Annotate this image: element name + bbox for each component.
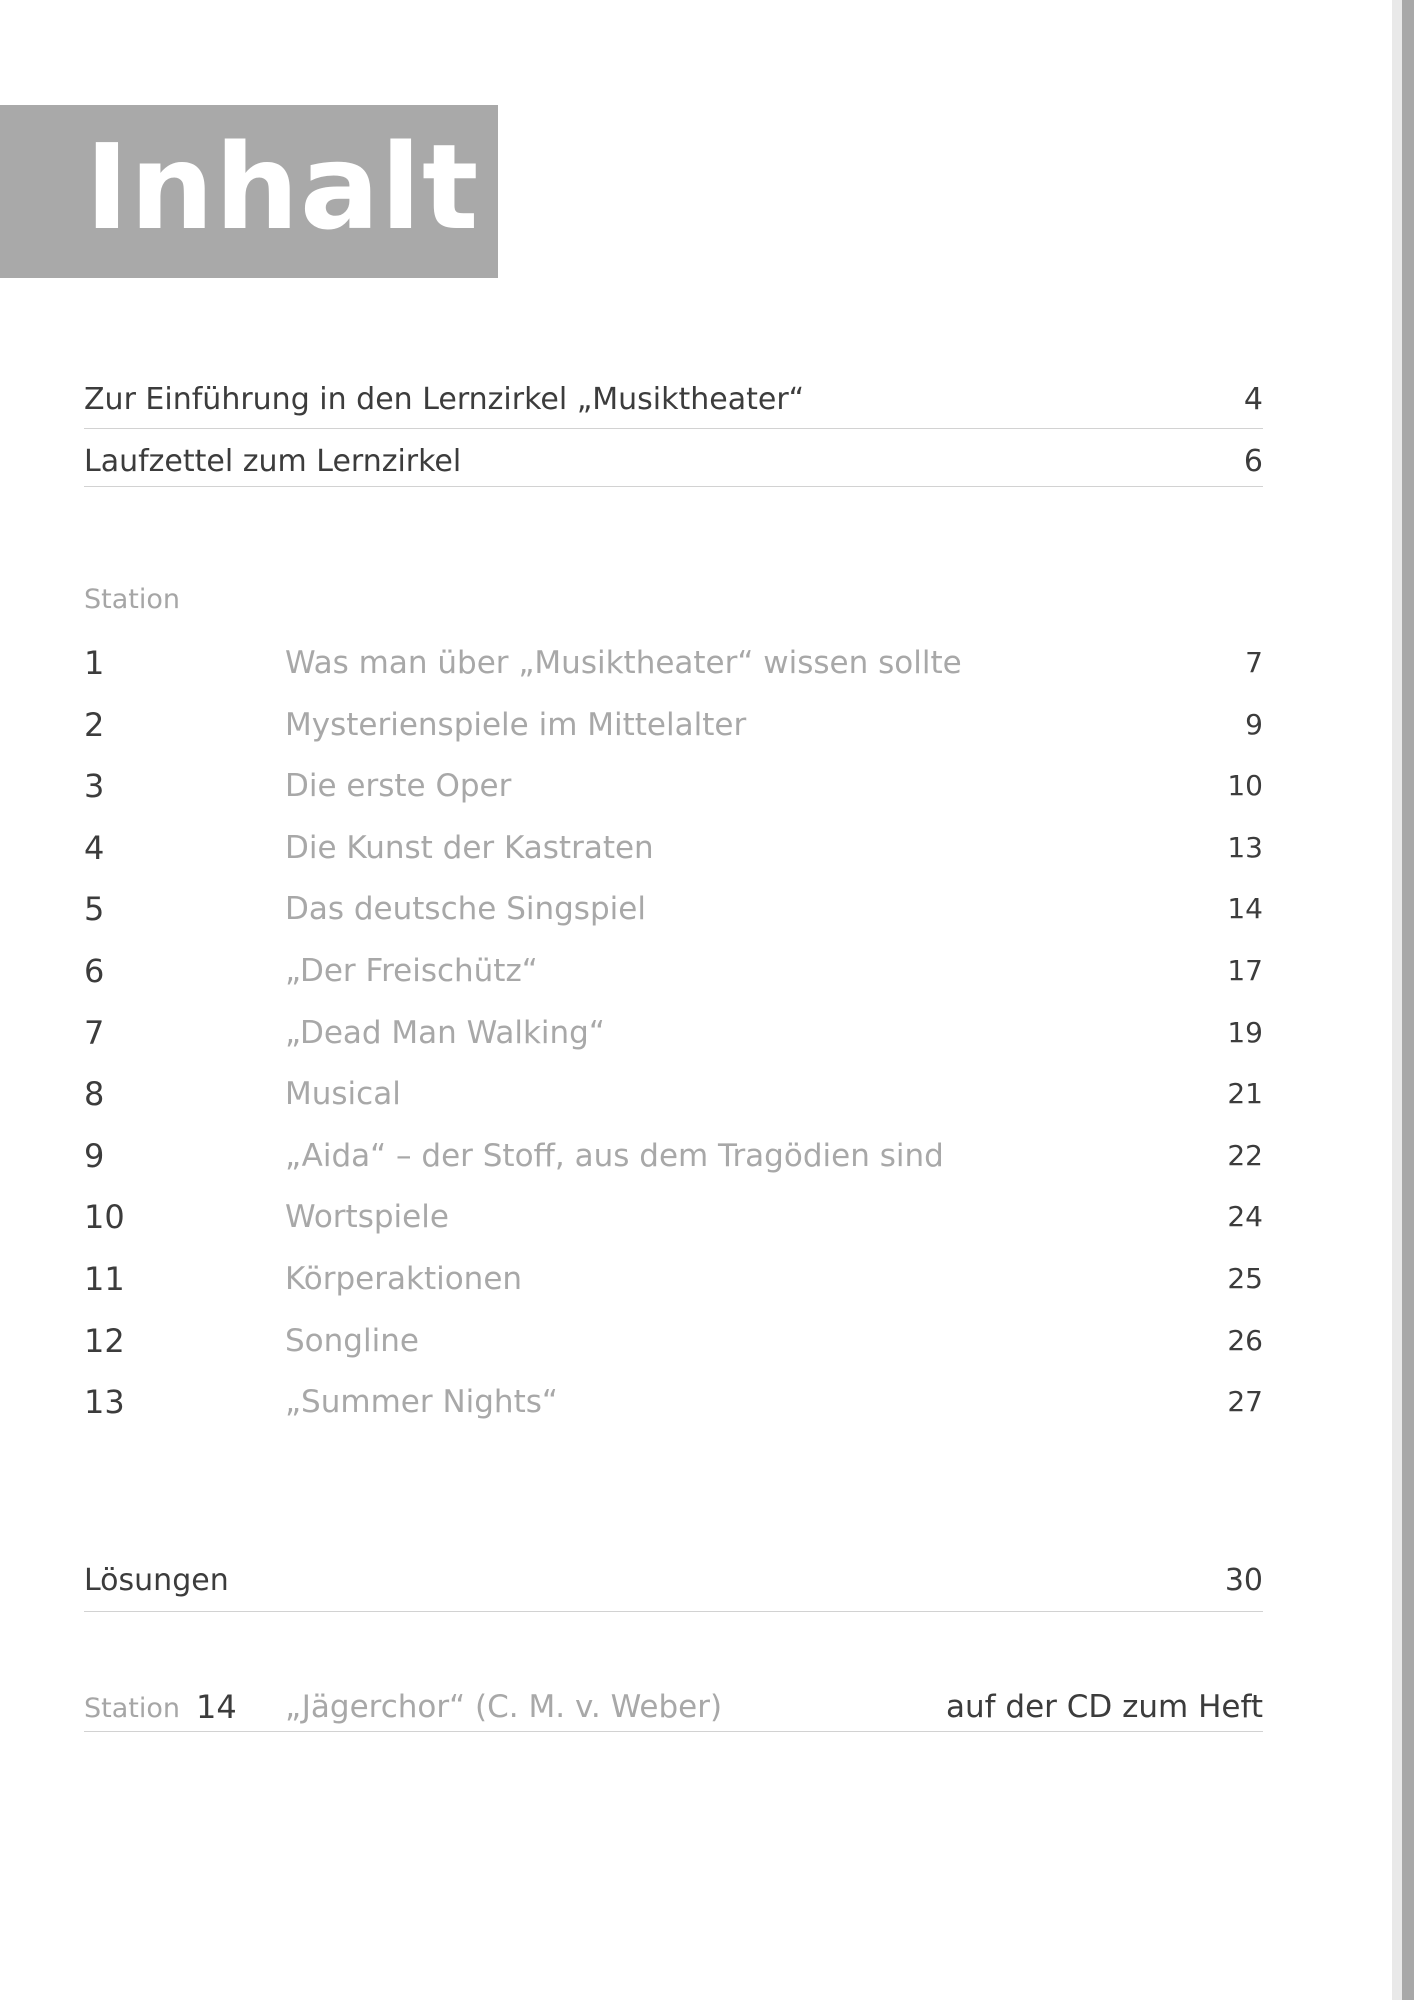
station-prefix: Station: [84, 1693, 180, 1724]
station-row[interactable]: [84, 1066, 1263, 1122]
station-title: Körperaktionen: [285, 1261, 523, 1297]
station-page: 24: [1227, 1200, 1263, 1234]
divider: [84, 1611, 1263, 1612]
divider: [84, 486, 1263, 487]
station-page: 25: [1227, 1262, 1263, 1295]
station-page: 7: [1245, 646, 1263, 679]
toc-entry-page: 30: [1224, 1563, 1263, 1598]
station-page: 27: [1227, 1385, 1263, 1419]
toc-entry-label: Zur Einführung in den Lernzirkel „Musiktheater“: [84, 382, 805, 417]
station-row[interactable]: [84, 943, 1263, 999]
stations-heading: Station: [84, 584, 180, 615]
station-number: 5: [84, 890, 105, 929]
station-row[interactable]: [84, 881, 1263, 937]
station-number: 10: [84, 1198, 125, 1237]
station-number: 13: [84, 1383, 125, 1422]
toc-entry-label: Lösungen: [84, 1563, 229, 1598]
station-number: 4: [84, 828, 105, 867]
station-page: 26: [1227, 1323, 1263, 1357]
station-title: Die Kunst der Kastraten: [285, 829, 654, 866]
divider: [84, 1731, 1263, 1732]
station-row[interactable]: [84, 1128, 1263, 1184]
station-number: 14: [196, 1688, 237, 1726]
station-page: 9: [1245, 707, 1263, 741]
station-number: 1: [84, 644, 105, 682]
page-title: Inhalt: [85, 118, 480, 256]
station-title: Musical: [285, 1076, 401, 1113]
station-row[interactable]: [84, 1374, 1263, 1430]
station-row[interactable]: [84, 758, 1263, 814]
station-row[interactable]: [84, 1251, 1263, 1307]
station-title: „Dead Man Walking“: [285, 1014, 605, 1051]
station-title: Was man über „Musiktheater“ wissen sollte: [285, 645, 962, 681]
station-title: „Jägerchor“ (C. M. v. Weber): [285, 1689, 723, 1725]
station-title: „Summer Nights“: [285, 1384, 558, 1421]
station-number: 12: [84, 1321, 125, 1360]
station-number: 3: [84, 767, 105, 806]
station-page: 19: [1227, 1015, 1263, 1049]
station-note: auf der CD zum Heft: [945, 1689, 1263, 1725]
station-row[interactable]: [84, 820, 1263, 876]
toc-entry-station-14[interactable]: [84, 1683, 1263, 1733]
station-page: 21: [1227, 1077, 1263, 1111]
station-row[interactable]: [84, 1005, 1263, 1061]
station-title: Mysterienspiele im Mittelalter: [285, 706, 747, 743]
station-number: 8: [84, 1075, 105, 1114]
station-title: Die erste Oper: [285, 768, 512, 805]
station-page: 22: [1227, 1138, 1263, 1172]
page-edge: [1402, 0, 1414, 2000]
station-row[interactable]: [84, 697, 1263, 753]
station-title: Songline: [285, 1322, 419, 1359]
divider: [84, 428, 1263, 429]
station-title: Das deutsche Singspiel: [285, 891, 646, 928]
toc-entry-page: 6: [1243, 444, 1263, 479]
station-row[interactable]: [84, 1313, 1263, 1369]
station-number: 2: [84, 705, 105, 744]
station-row[interactable]: [84, 1189, 1263, 1245]
station-title: „Der Freischütz“: [285, 953, 538, 989]
station-page: 10: [1227, 769, 1263, 803]
station-row[interactable]: [84, 635, 1263, 691]
page-edge-shadow: [1392, 0, 1402, 2000]
station-number: 7: [84, 1013, 105, 1052]
station-number: 11: [84, 1260, 125, 1298]
station-title: Wortspiele: [285, 1199, 449, 1236]
toc-entry-page: 4: [1243, 382, 1263, 417]
station-number: 6: [84, 952, 105, 990]
station-page: 13: [1227, 830, 1263, 864]
station-title: „Aida“ – der Stoff, aus dem Tragödien sind: [285, 1137, 944, 1174]
station-number: 9: [84, 1136, 105, 1175]
station-page: 17: [1227, 954, 1263, 987]
toc-entry-label: Laufzettel zum Lernzirkel: [84, 444, 462, 479]
station-page: 14: [1227, 892, 1263, 926]
